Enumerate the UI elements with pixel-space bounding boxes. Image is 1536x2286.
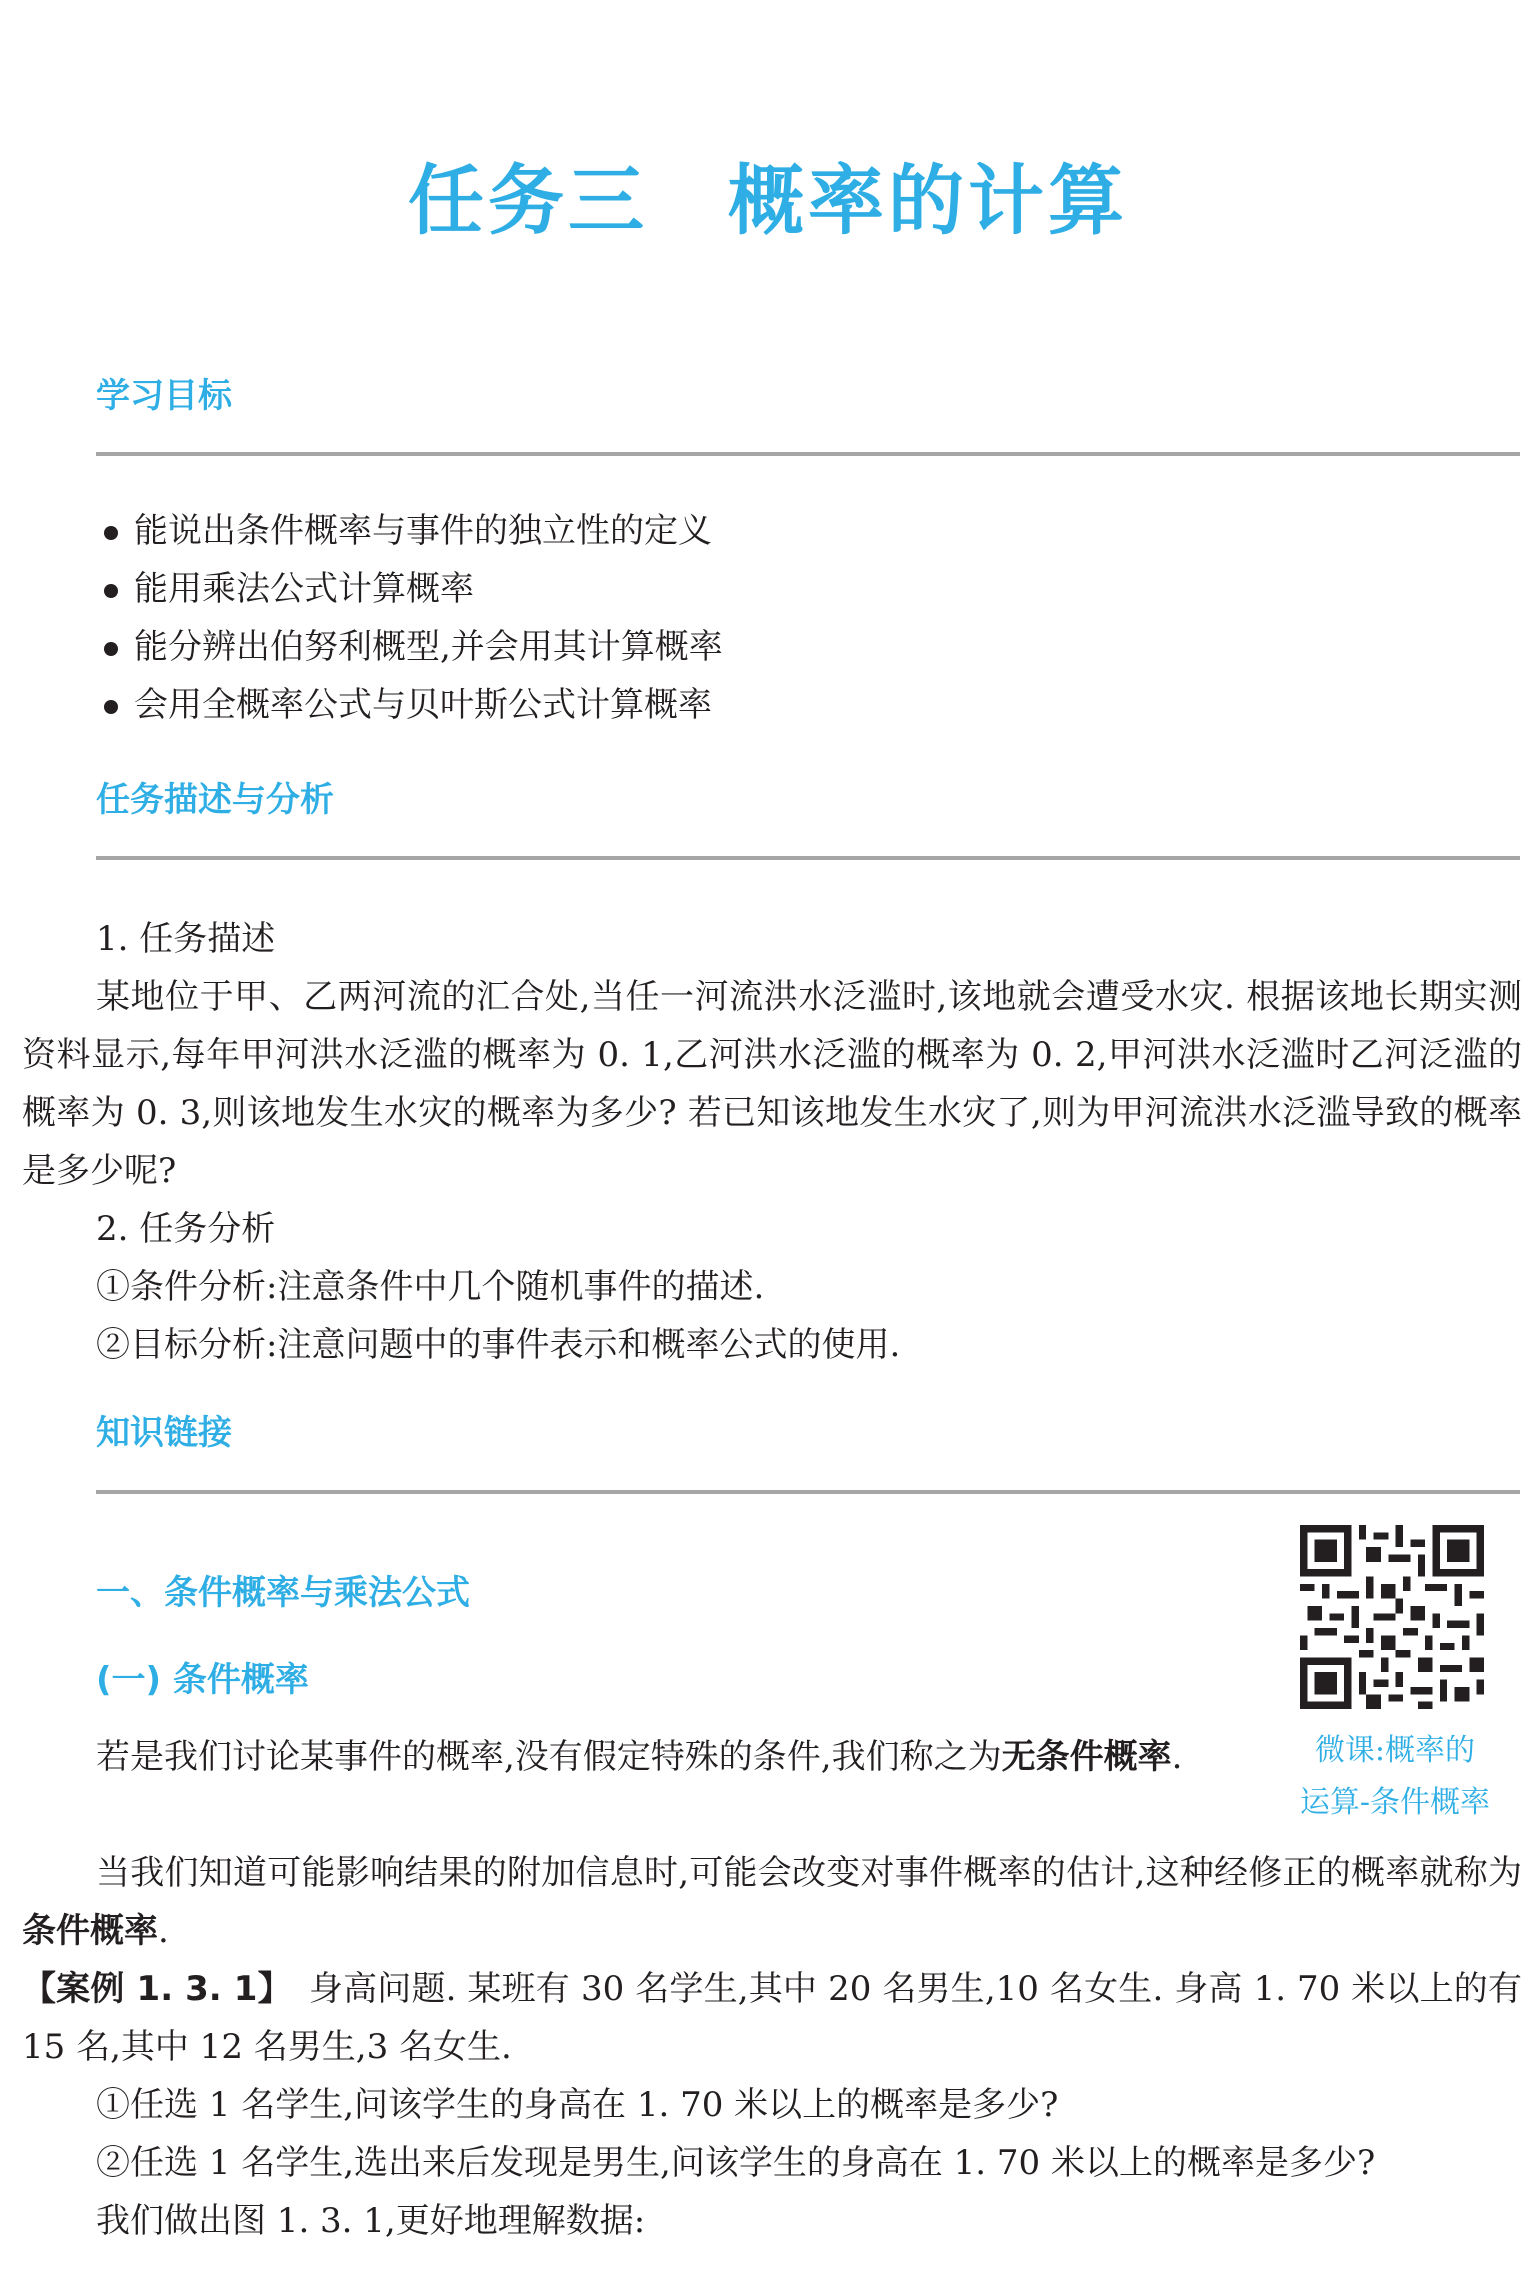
task-desc-text: 某地位于甲、乙两河流的汇合处,当任一河流洪水泛滥时,该地就会遭受水灾. 根据该地长期实测资料显示,每年甲河洪水泛滥的概率为 0. 1,乙河洪水泛滥的概率为 0. 2,甲河洪水泛滥时乙河泛滥的概率为 0. 3,则该地发生水灾的概率为多少? 若已知该地发生水灾了,则为甲河流洪水泛滥导致的概率是多少呢?	[22, 977, 1522, 1191]
qr-caption-line: 运算-条件概率	[1299, 1785, 1491, 1820]
text: 身高问题. 某班有 30 名学生,其中 20 名男生,10 名女生. 身高 1. 70 米以上的有 15 名,其中 12 名男生,3 名女生.	[22, 1969, 1522, 2067]
term-bold: 条件概率	[22, 1911, 158, 1951]
section-divider	[96, 856, 1520, 860]
analysis-item: ②目标分析:注意问题中的事件表示和概率公式的使用.	[96, 1325, 901, 1365]
question-item: ①任选 1 名学生,问该学生的身高在 1. 70 米以上的概率是多少?	[96, 2085, 1059, 2125]
objectives-list	[100, 502, 723, 734]
question-item: 我们做出图 1. 3. 1,更好地理解数据:	[96, 2201, 646, 2241]
section-heading-objectives: 学习目标	[96, 376, 232, 416]
task-desc-heading: 1. 任务描述	[96, 919, 276, 959]
subsection-heading: (一) 条件概率	[96, 1660, 309, 1700]
term-bold: 无条件	[1001, 1737, 1104, 1777]
list-item: 能用乘法公式计算概率	[100, 560, 723, 618]
case-paragraph	[22, 1960, 1522, 2076]
text: 当我们知道可能影响结果的附加信息时,可能会改变对事件概率的估计,这种经修正的概率就称为	[96, 1853, 1522, 1893]
section-divider	[96, 452, 1520, 456]
section-heading-knowledge: 知识链接	[96, 1413, 232, 1453]
term-bold: 概率	[1103, 1737, 1172, 1777]
case-label: 【案例 1. 3. 1】	[22, 1969, 275, 2009]
qr-caption-line: 微课:概率的	[1314, 1733, 1476, 1768]
paragraph-conditional	[22, 1844, 1522, 1960]
question-item: ②任选 1 名学生,选出来后发现是男生,问该学生的身高在 1. 70 米以上的概率是多少?	[96, 2143, 1376, 2183]
list-item: 能分辨出伯努利概型,并会用其计算概率	[100, 618, 723, 676]
paragraph-unconditional	[22, 1728, 1272, 1786]
list-item: 会用全概率公式与贝叶斯公式计算概率	[100, 676, 723, 734]
list-item: 能说出条件概率与事件的独立性的定义	[100, 502, 723, 560]
qr-caption	[1280, 1725, 1510, 1829]
text: .	[158, 1911, 169, 1951]
subsection-heading: 一、条件概率与乘法公式	[96, 1573, 470, 1613]
text: 若是我们讨论某事件的概率,没有假定特殊的条件,我们称之为	[96, 1737, 1002, 1777]
analysis-item: ①条件分析:注意条件中几个随机事件的描述.	[96, 1267, 765, 1307]
section-divider	[96, 1490, 1520, 1494]
page-title: 任务三 概率的计算	[408, 156, 1128, 245]
task-analysis-heading: 2. 任务分析	[96, 1209, 276, 1249]
section-heading-task: 任务描述与分析	[96, 780, 334, 820]
qr-code[interactable]	[1300, 1525, 1484, 1709]
text: .	[1171, 1737, 1183, 1777]
